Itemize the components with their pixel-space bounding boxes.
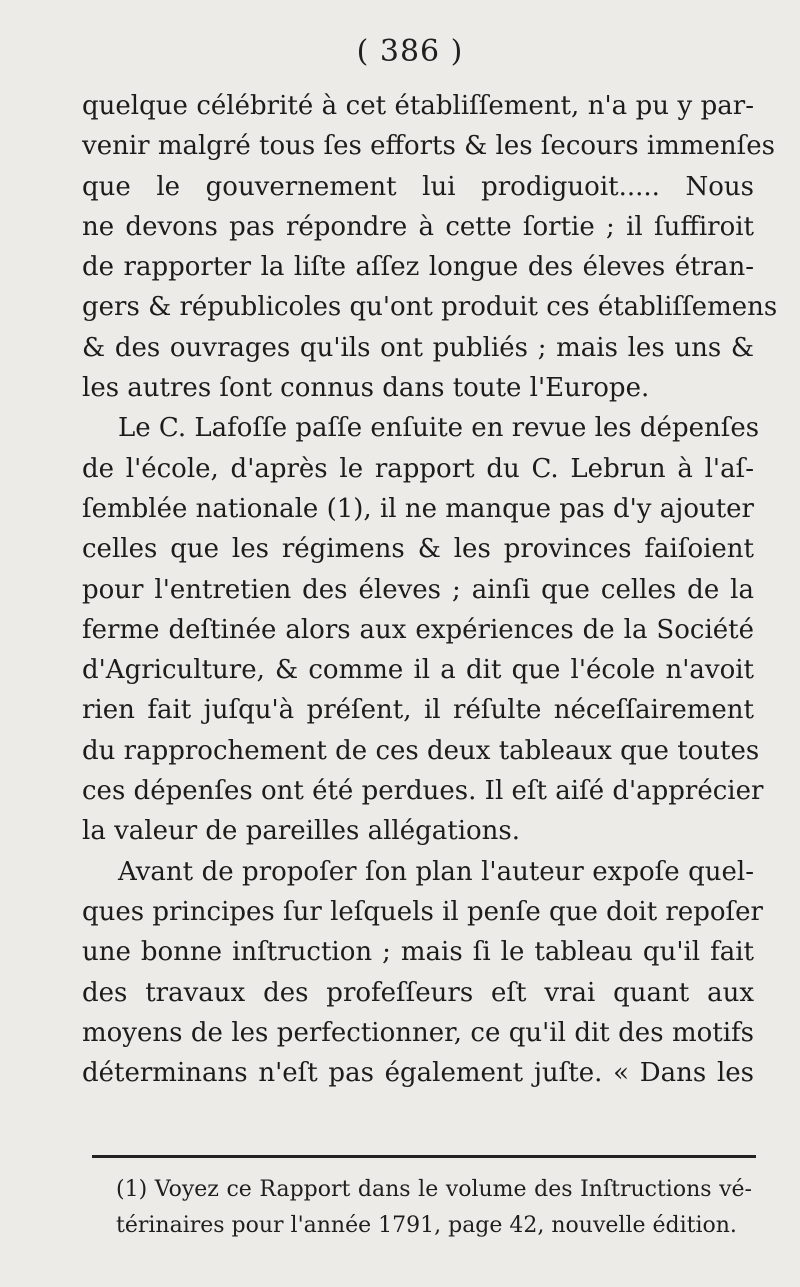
text-line: ſemblée nationale (1), il ne manque pas d'y ajouter [82,493,754,524]
paragraph-start-line: Avant de propoſer ſon plan l'auteur expoſe quel- [118,856,754,887]
footnote-line: (1) Voyez ce Rapport dans le volume des Inſtructions vé- [116,1177,752,1202]
text-line: ne devons pas répondre à cette ſortie ; il ſuffiroit [82,211,754,242]
text-line: quelque célébrité à cet établiſſement, n'a pu y par- [82,91,754,121]
text-line: ques principes ſur leſquels il penſe que doit repoſer [82,896,763,927]
paragraph-end-line: la valeur de pareilles allégations. [82,816,521,847]
text-line: ces dépenſes ont été perdues. Il eſt aiſé d'apprécier [82,776,764,807]
paragraph-end-line: les autres ſont connus dans toute l'Europe. [82,373,650,404]
body-text [82,86,778,1093]
text-line: rien fait juſqu'à préſent, il réſulte néceſſairement [82,695,754,726]
text-line: moyens de les perfectionner, ce qu'il dit des motifs [82,1017,754,1048]
text-line: ferme deſtinée alors aux expériences de la Société [82,614,754,645]
page-number: ( 386 ) [356,34,464,69]
footnote [116,1172,752,1244]
text-line: une bonne inſtruction ; mais ſi le tableau qu'il fait [82,937,754,968]
text-line: d'Agriculture, & comme il a dit que l'école n'avoit [82,655,754,686]
text-line: des travaux des profeſſeurs eſt vrai quant aux [82,977,754,1008]
text-line: pour l'entretien des éleves ; ainſi que celles de la [82,574,754,605]
text-line: venir malgré tous ſes efforts & les ſecours immenſes [82,131,775,162]
text-line: gers & républicoles qu'ont produit ces établiſſemens [82,292,778,323]
footnote-line: térinaires pour l'année 1791, page 42, nouvelle édition. [116,1213,737,1238]
text-line: & des ouvrages qu'ils ont publiés ; mais les uns & [82,332,754,363]
text-line: déterminans n'eſt pas également juſte. « Dans les [82,1058,754,1089]
text-line: du rapprochement de ces deux tableaux que toutes [82,735,760,766]
footnote-divider [92,1155,756,1158]
text-line: celles que les régimens & les provinces faiſoient [82,534,754,565]
text-line: de rapporter la liſte aſſez longue des éleves étran- [82,252,754,283]
paragraph-start-line: Le C. Lafoſſe paſſe enſuite en revue les dépenſes [118,413,760,444]
text-line: de l'école, d'après le rapport du C. Lebrun à l'aſ- [82,453,754,484]
text-line: que le gouvernement lui prodiguoit..... Nous [82,171,754,202]
